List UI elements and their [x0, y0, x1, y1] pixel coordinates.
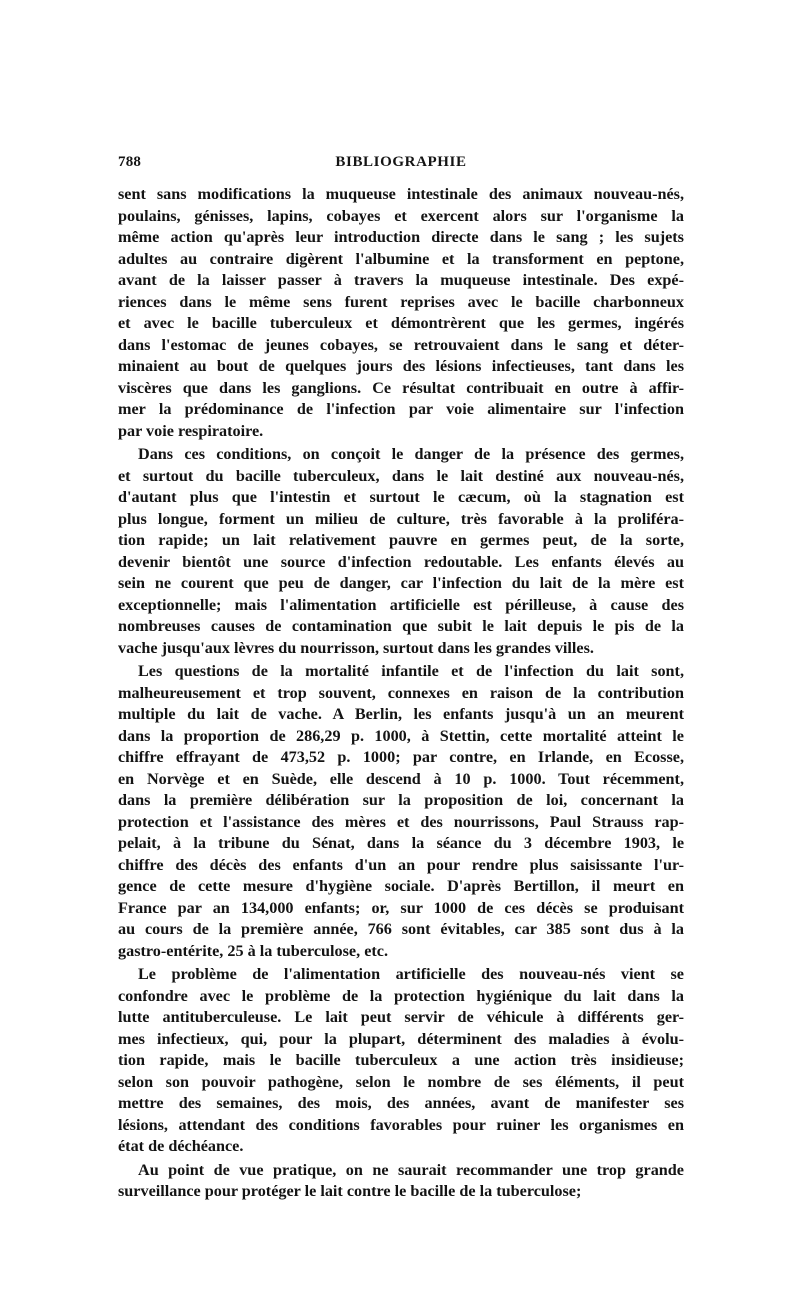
text-line: chiffre des décès des enfants d'un an pour rendre plus saisissante l'ur- [118, 855, 684, 874]
text-line: avant de la laisser passer à travers la muqueuse intestinale. Des expé- [118, 271, 684, 289]
text-line: malheureusement et trop souvent, connexes en raison de la contribution [118, 683, 684, 702]
running-title: BIBLIOGRAPHIE [335, 154, 467, 170]
text-line: surveillance pour protéger le lait contre le bacille de la tuberculose; [118, 1182, 582, 1200]
text-line: Dans ces conditions, on conçoit le danger de la présence des germes, [138, 445, 684, 463]
text-line: et avec le bacille tuberculeux et démontrèrent que les germes, ingérés [118, 314, 684, 332]
text-line: dans la première délibération sur la proposition de loi, concernant la [118, 791, 684, 809]
text-line: minaient au bout de quelques jours des lésions infectieuses, tant dans les [118, 357, 684, 375]
text-line: riences dans le même sens furent reprises avec le bacille charbonneux [118, 292, 684, 311]
text-line: lésions, attendant des conditions favorables pour ruiner les organismes en [118, 1115, 684, 1134]
page-number: 788 [118, 154, 142, 170]
body-text [118, 184, 684, 1203]
text-line: adultes au contraire digèrent l'albumine et la transforment en peptone, [118, 249, 684, 268]
text-line: gence de cette mesure d'hygiène sociale. D'après Bertillon, il meurt en [118, 877, 684, 895]
text-line: exceptionnelle; mais l'alimentation artificielle est périlleuse, à cause des [118, 595, 684, 614]
running-head [118, 154, 684, 176]
text-line: tion rapide, mais le bacille tuberculeux a une action très insidieuse; [118, 1051, 684, 1069]
text-line: d'autant plus que l'intestin et surtout le cæcum, où la stagnation est [118, 488, 684, 506]
paragraph [118, 964, 684, 1158]
paragraph [118, 184, 684, 442]
text-line: viscères que dans les ganglions. Ce résultat contribuait en outre à affir- [118, 378, 684, 397]
text-line: Les questions de la mortalité infantile et de l'infection du lait sont, [138, 662, 684, 680]
text-line: plus longue, forment un milieu de culture, très favorable à la proliféra- [118, 509, 684, 528]
paragraph [118, 1160, 684, 1203]
text-line: dans la proportion de 286,29 p. 1000, à Stettin, cette mortalité atteint le [118, 726, 684, 745]
text-line: même action qu'après leur introduction directe dans le sang ; les sujets [118, 228, 684, 246]
text-line: sent sans modifications la muqueuse intestinale des animaux nouveau-nés, [118, 185, 684, 203]
text-line: protection et l'assistance des mères et des nourrissons, Paul Strauss rap- [118, 812, 684, 831]
text-line: mes infectieux, qui, pour la plupart, déterminent des maladies à évolu- [118, 1029, 684, 1048]
text-line: dans l'estomac de jeunes cobayes, se retrouvaient dans le sang et déter- [118, 335, 684, 354]
text-line: Au point de vue pratique, on ne saurait recommander une trop grande [138, 1160, 684, 1179]
text-line: Le problème de l'alimentation artificielle des nouveau-nés vient se [138, 965, 684, 983]
text-line: en Norvège et en Suède, elle descend à 10 p. 1000. Tout récemment, [118, 769, 684, 788]
text-line: sein ne courent que peu de danger, car l'infection du lait de la mère est [118, 574, 684, 592]
text-line: pelait, à la tribune du Sénat, dans la séance du 3 décembre 1903, le [118, 834, 684, 852]
text-line: poulains, génisses, lapins, cobayes et exercent alors sur l'organisme la [118, 206, 684, 225]
text-line: mer la prédominance de l'infection par voie alimentaire sur l'infection [118, 400, 684, 418]
text-line: France par an 134,000 enfants; or, sur 1000 de ces décès se produisant [118, 898, 684, 917]
text-line: tion rapide; un lait relativement pauvre en germes peut, de la sorte, [118, 531, 684, 549]
text-line: lutte antituberculeuse. Le lait peut servir de véhicule à différents ger- [118, 1008, 684, 1026]
text-line: gastro-entérite, 25 à la tuberculose, etc. [118, 941, 389, 960]
text-line: et surtout du bacille tuberculeux, dans le lait destiné aux nouveau-nés, [118, 466, 684, 485]
text-line: vache jusqu'aux lèvres du nourrisson, surtout dans les grandes villes. [118, 638, 594, 657]
text-line: devenir bientôt une source d'infection redoutable. Les enfants élevés au [118, 552, 684, 571]
text-line: multiple du lait de vache. A Berlin, les enfants jusqu'à un an meurent [118, 705, 684, 723]
text-line: par voie respiratoire. [118, 421, 264, 440]
paragraph [118, 444, 684, 659]
text-line: selon son pouvoir pathogène, selon le nombre de ses éléments, il peut [118, 1072, 684, 1091]
text-line: chiffre effrayant de 473,52 p. 1000; par contre, en Irlande, en Ecosse, [118, 748, 684, 766]
text-line: état de déchéance. [118, 1137, 244, 1155]
text-line: au cours de la première année, 766 sont évitables, car 385 sont dus à la [118, 920, 684, 938]
paragraph [118, 661, 684, 962]
text-line: confondre avec le problème de la protection hygiénique du lait dans la [118, 986, 684, 1005]
text-line: nombreuses causes de contamination que subit le lait depuis le pis de la [118, 617, 684, 635]
text-line: mettre des semaines, des mois, des années, avant de manifester ses [118, 1094, 684, 1112]
